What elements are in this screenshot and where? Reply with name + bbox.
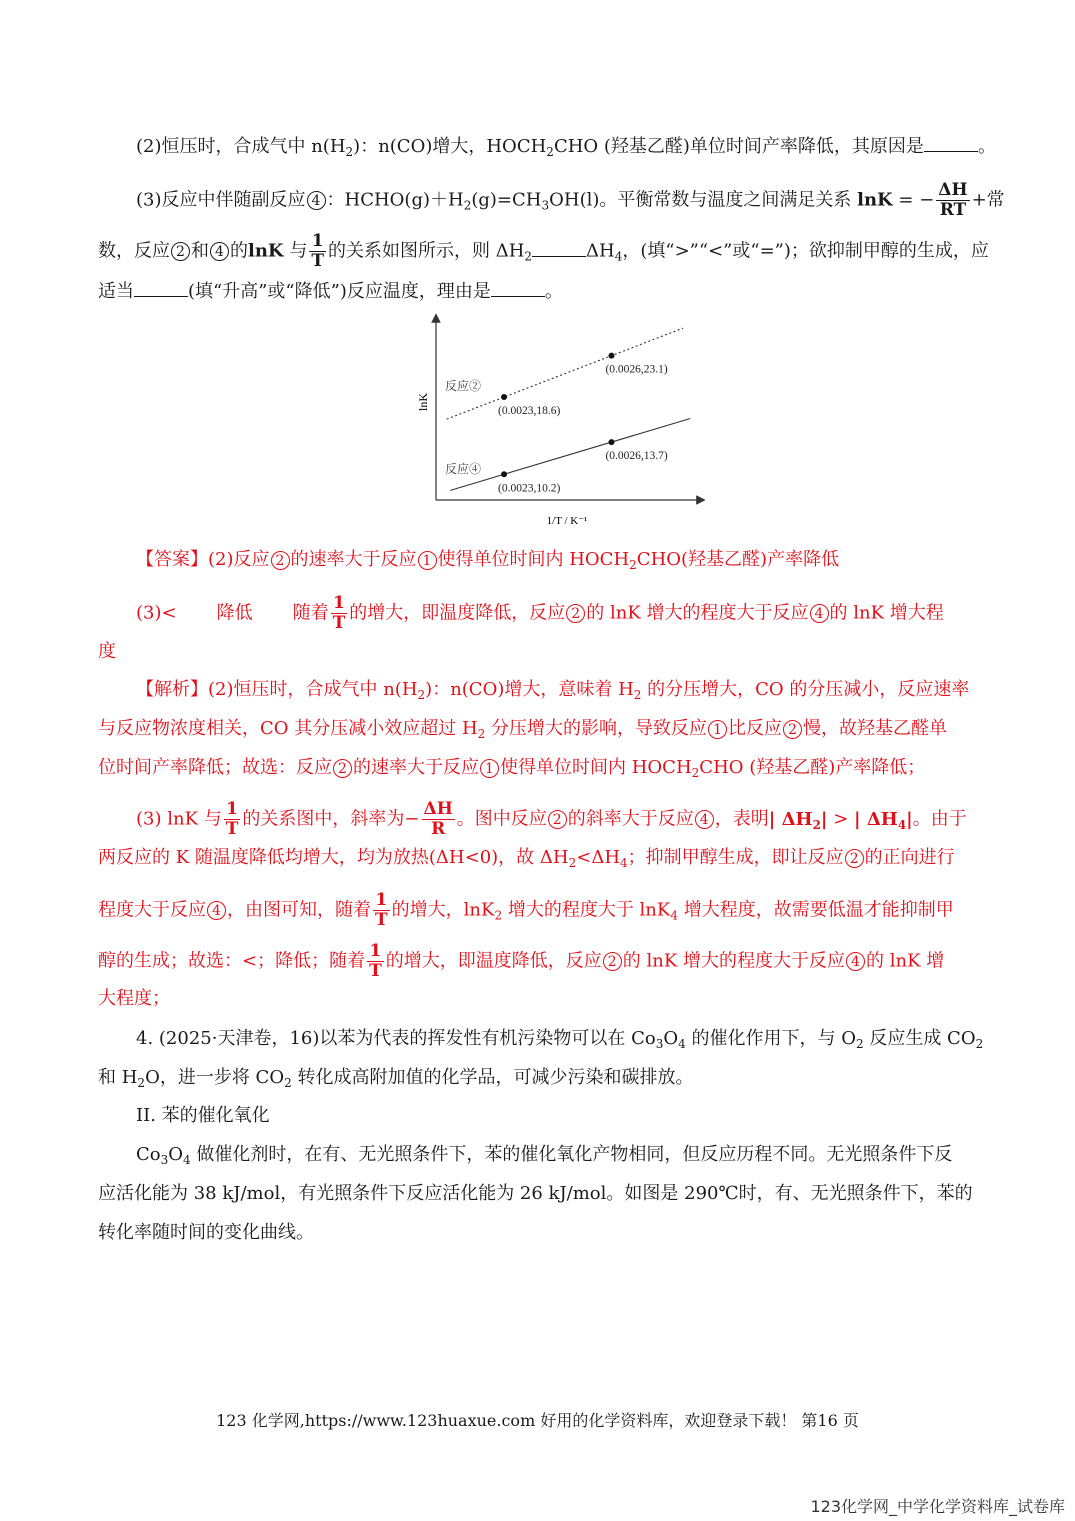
data-label: (0.0023,18.6): [498, 405, 561, 418]
question-part2: (2)恒压时，合成气中 $n(H_2)$：n(CO)增大，$HOCH_2CHO$ (羟基乙醛)单位时间产率降低，其原因是 。: [136, 136, 996, 159]
question4-line1: 4. (2025·天津卷，16)以苯为代表的挥发性有机污染物可以在 $Co_3O_4$ 的催化作用下，与 $O_2$ 反应生成 $CO_2$: [136, 1028, 984, 1051]
analysis-line3: 位时间产率降低；故选：反应 2 的速率大于反应 1 使得单位时间内 $HOCH_2CHO$ (羟基乙醛)产率降低；: [98, 757, 926, 780]
data-point: [501, 471, 507, 477]
question4-para-line1: $Co_3O_4$ 做催化剂时，在有、无光照条件下，苯的催化氧化产物相同，但反应历程不同。无光照条件下反: [136, 1144, 953, 1167]
question4-line2: 和 $H_2O$，进一步将 $CO_2$ 转化成高附加值的化学品，可减少污染和碳排放。: [98, 1067, 694, 1090]
question4-para-line2: 应活化能为 38 kJ/mol，有光照条件下反应活化能为 26 kJ/mol。如图是 290℃时，有、无光照条件下，苯的: [98, 1183, 973, 1204]
data-point: [501, 394, 507, 400]
question-part3-line1: (3)反应中伴随副反应 4 ：$HCHO(g)+H_2(g)=CH_3OH(l)$。平衡常数与温度之间满足关系 lnK = − $\frac{\Delta H}{RT}$ +常: [136, 180, 1005, 220]
analysis-line5: 两反应的 K 随温度降低均增大，均为放热(ΔH<0)，故 $\Delta H_2<\Delta H_4$；抑制甲醇生成，即让反应 2 的正向进行: [98, 847, 955, 870]
x-axis-label: 1/T / K⁻¹: [546, 515, 588, 527]
data-label: (0.0023,10.2): [498, 482, 561, 495]
watermark: 123化学网_中学化学资料库_试卷库: [810, 1497, 1065, 1516]
analysis-line6: 程度大于反应 4 ，由图可知，随着 $\frac{1}{T}$ 的增大，lnK$_2$ 增大的程度大于 lnK$_4$ 增大程度，故需要低温才能抑制甲: [98, 890, 954, 930]
answer-blank: [491, 280, 545, 297]
question4-heading: II. 苯的催化氧化: [136, 1105, 270, 1126]
series-label: 反应④: [445, 462, 482, 476]
question-part3-line2: 数，反应 2 和 4 的lnK 与 $\frac{1}{T}$ 的关系如图所示，则 $\Delta H_2$ $\Delta H_4$，(填“>”“<”或“=”)；欲抑制甲醇的生成，应: [98, 231, 989, 271]
data-label: (0.0026,13.7): [605, 450, 668, 463]
series-label: 反应②: [445, 379, 482, 393]
answer-blank: [924, 135, 978, 152]
analysis-line4: (3) lnK 与 $\frac{1}{T}$ 的关系图中，斜率为− $\frac{\Delta H}{R}$ 。图中反应 2 的斜率大于反应 4 ，表明| $\Delta H_2|$ > | $\Delta H_4|$。由于: [136, 799, 967, 839]
answer-line2: (3)< 降低 随着 $\frac{1}{T}$ 的增大，即温度降低，反应 2 的 lnK 增大的程度大于反应 4 的 lnK 增大程: [136, 593, 944, 633]
lnk-vs-inverse-t-chart: [405, 312, 705, 537]
data-label: (0.0026,23.1): [605, 363, 668, 376]
analysis-line2: 与反应物浓度相关，CO 其分压减小效应超过 $H_2$ 分压增大的影响，导致反应 1 比反应 2 慢，故羟基乙醛单: [98, 718, 948, 741]
answer-blank: [134, 280, 188, 297]
data-point: [608, 353, 614, 359]
analysis-line7: 醇的生成；故选：<；降低；随着 $\frac{1}{T}$ 的增大，即温度降低，反应 2 的 lnK 增大的程度大于反应 4 的 lnK 增: [98, 941, 945, 981]
analysis-line8: 大程度；: [98, 988, 170, 1009]
answer-line1: 【答案】(2)反应 2 的速率大于反应 1 使得单位时间内 $HOCH_2CHO$(羟基乙醛)产率降低: [136, 549, 840, 572]
question4-para-line3: 转化率随时间的变化曲线。: [98, 1222, 314, 1243]
question-part3-line3: 适当 (填“升高”或“降低”)反应温度，理由是 。: [98, 281, 563, 302]
fraction-1-t: $\frac{1}{T}$: [311, 231, 324, 271]
fraction-dh-rt: $\frac{\Delta H}{RT}$: [938, 180, 968, 220]
answer-line3: 度: [98, 641, 116, 662]
y-axis-label: lnK: [416, 393, 430, 411]
analysis-line1: 【解析】(2)恒压时，合成气中 $n(H_2)$：n(CO)增大，意味着 $H_2$ 的分压增大，CO 的分压减小，反应速率: [136, 679, 970, 702]
data-point: [608, 439, 614, 445]
answer-blank: [532, 240, 586, 257]
page-footer: 123 化学网,https://www.123huaxue.com 好用的化学资料库，欢迎登录下载！ 第16 页: [216, 1411, 859, 1430]
